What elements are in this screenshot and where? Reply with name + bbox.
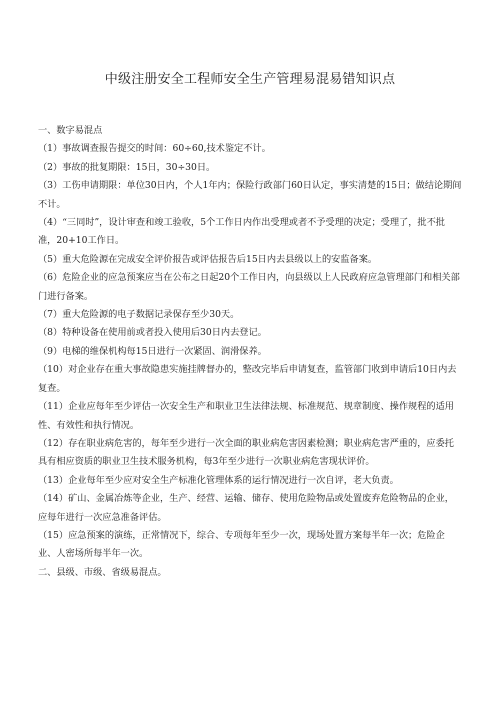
list-item: （13）企业每年至少应对安全生产标准化管理体系的运行情况进行一次自评，老大负责。 [38,474,399,486]
list-item: （12）存在职业病危害的，每年至少进行一次全面的职业病危害因素检测；职业病危害严重的，应委托具有相应资质的职业卫生技术服务机构，每3年至少进行一次职业病危害现状评价。 [38,437,454,468]
list-item: （5）重大危险源在完成安全评价报告或评估报告后15日内去县级以上的安监备案。 [38,253,378,265]
list-item: （10）对企业存在重大事故隐患实施挂牌督办的，整改完毕后申请复查，监管部门收到申请后10日内去复查。 [38,364,457,394]
list-item: （3）工伤申请期限：单位30日内，个人1年内；保险行政部门60日认定，事实清楚的15日；做结论期间不计。 [38,180,462,210]
document-title: 中级注册安全工程师安全生产管理易混易错知识点 [104,72,396,87]
list-item: （11）企业应每年至少评估一次安全生产和职业卫生法律法规、标准规范、规章制度、操作规程的适用性、有效性和执行情况。 [38,401,454,431]
list-item: （7）重大危险源的电子数据记录保存至少30天。 [38,309,240,321]
list-item: （2）事故的批复期限：15日，30÷30日。 [38,161,216,173]
list-item: （6）危险企业的应急预案应当在公布之日起20个工作日内，向县级以上人民政府应急管理部门和相关部门进行备案。 [38,272,460,302]
list-item: （1）事故调查报告提交的时间：60÷60,技术鉴定不计。 [38,143,271,155]
list-item: （15）应急预案的演练，正常情况下，综合、专项每年至少一次，现场处置方案每半年一次；危险企业、人密场所每半年一次。 [38,529,445,560]
list-item: （14）矿山、金属冶炼等企业，生产、经营、运输、储存、使用危险物品或处置废弃危险物品的企业，应每年进行一次应急准备评估。 [38,493,454,523]
section-heading-numbers: 一、数字易混点 [38,125,103,136]
list-item: （4）“三同时”，设计审查和竣工验收，5个工作日内作出受理或者不予受理的决定；受理了，批不批准，20+10工作日。 [38,217,445,247]
document-body [38,122,462,582]
list-item: （8）特种设备在使用前或者投入使用后30日内去登记。 [38,327,267,339]
list-item: （9）电梯的维保机构每15日进行一次紧固、润滑保养。 [38,345,267,357]
section-heading-levels: 二、县级、市级、省级易混点。 [38,566,167,578]
